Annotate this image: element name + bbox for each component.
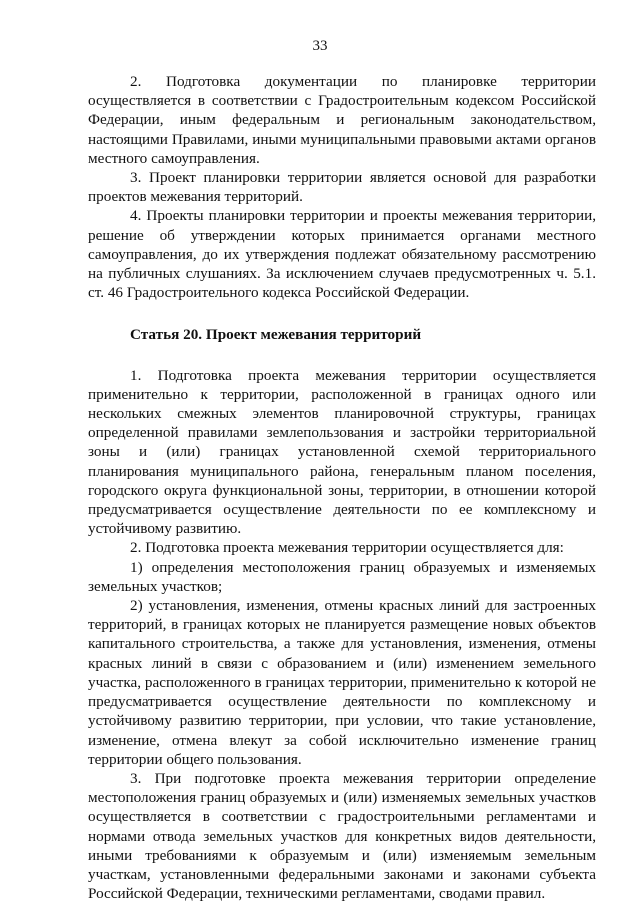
paragraph-planning-docs-basis: 2. Подготовка документации по планировке территории осуществляется в соответствии с Градостроительным кодексом Российской Федерации, иным федеральным и региональным законодательством, настоящими Правилами, иными муниципальными правовыми актами органов местного самоуправления. <box>88 73 596 167</box>
paragraph-purpose-item-2: 2) установления, изменения, отмены красных линий для застроенных территорий, в границах которых не планируется размещение новых объектов капитального строительства, а также для установления, изменения, отмены красных линий в связи с образованием и (или) изменением земельного участка, расположенного в границах территории, применительно к которой не предусматривается осуществление деятельности по комплексному и устойчивому развитию территории, при условии, что такие установление, изменение, отмена влекут за собой исключительно изменение границ территории общего пользования. <box>88 597 596 768</box>
article-heading: Статья 20. Проект межевания территорий <box>130 326 422 344</box>
paragraph-survey-project-purpose: 2. Подготовка проекта межевания территории осуществляется для: <box>130 539 564 557</box>
paragraph-boundary-determination: 3. При подготовке проекта межевания территории определение местоположения границ образуемых и (или) изменяемых земельных участков осуществляется в соответствии с градостроительными регламентами и нормами отвода земельных участков для конкретных видов деятельности, иными требованиями к образуемым и (или) изменяемым земельным участкам, установленными федеральными законами и законами субъекта Российской Федерации, техническими регламентами, сводами правил. <box>88 769 596 903</box>
paragraph-planning-project-role: 3. Проект планировки территории является основой для разработки проектов межевания территорий. <box>88 169 596 206</box>
page-number: 33 <box>312 38 328 54</box>
paragraph-survey-project-scope: 1. Подготовка проекта межевания территории осуществляется применительно к территории, расположенной в границах одного или нескольких смежных элементов планировочной структуры, границах определенной правилами землепользования и застройки территориальной зоны и (или) границах установленной схемой территориального планирования муниципального района, генеральным планом поселения, городского округа функциональной зоны, территории, в отношении которой предусматривается осуществление деятельности по ее комплексному и устойчивому развитию. <box>88 366 596 538</box>
document-body <box>88 72 596 903</box>
paragraph-purpose-item-1: 1) определения местоположения границ образуемых и изменяемых земельных участков; <box>88 558 596 595</box>
paragraph-public-hearings: 4. Проекты планировки территории и проекты межевания территории, решение об утверждении которых принимается органами местного самоуправления, до их утверждения подлежат обязательному рассмотрению на публичных слушаниях. За исключением случаев предусмотренных ч. 5.1. ст. 46 Градостроительного кодекса Российской Федерации. <box>88 207 596 302</box>
